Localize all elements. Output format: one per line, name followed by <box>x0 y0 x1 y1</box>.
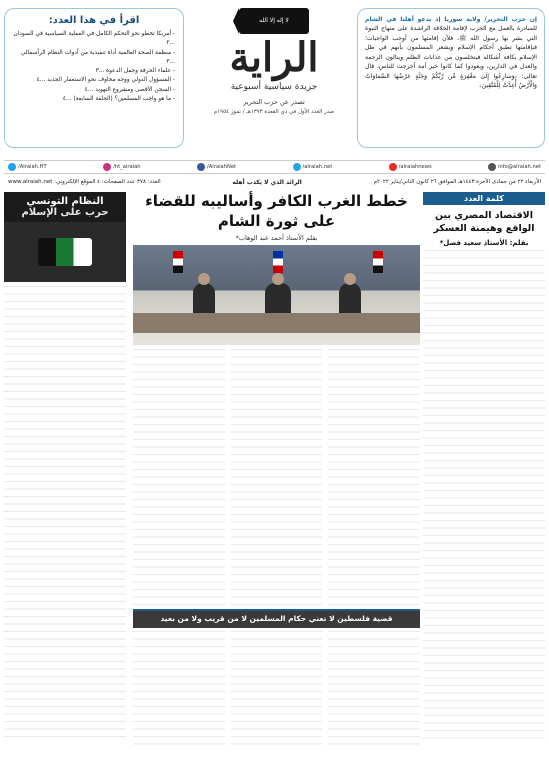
call-text: للمبادرة بالعمل مع الحزب لإقامة الخلافة الراشدة على منهاج النبوة التي بشر بها رسول الله ﷺ، فلأن إقامتها من أوجب الواجبات؛ فبإقامتها تطبق أحكام الإسلام ويشعر المسلمون بأنهم في ظل الإسلام بكافة أشكاله فيتخلصون من عذابات الظلم وينالون الرحمة والعدل في الدارين، ويعودوا كما كانوا خير أمة أخرجت للناس، قال تعالى: ﴿وَسَارِعُوا إِلَىٰ مَغْفِرَةٍ مِّن رَّبِّكُمْ وَجَنَّةٍ عَرْضُهَا السَّمَاوَاتُ وَالْأَرْضُ أُعِدَّتْ لِلْمُتَّقِينَ﴾ <box>365 25 537 90</box>
issue-info-strip <box>4 176 545 188</box>
slogan: الرائد الذي لا يكذب أهله <box>232 178 302 186</box>
logo-banner: لا إله إلا الله <box>239 8 309 34</box>
person-head <box>198 273 210 285</box>
editorial-column <box>423 192 545 754</box>
toc-item[interactable]: - منظمة الصحة العالمية أداة تنفيذية من أدوات النظام الرأسمالي ...٣ <box>20 49 175 65</box>
person-head <box>272 273 284 285</box>
social-youtube[interactable]: /alraiahnews <box>389 163 432 171</box>
editorial-body <box>423 250 545 745</box>
masthead <box>4 4 545 154</box>
toc-item[interactable]: - علماء الحرفة وجمل الدعوة ...٣ <box>95 68 175 75</box>
flag <box>173 251 183 273</box>
youtube-icon <box>389 163 397 171</box>
logo-subtitle: جريدة سياسية أسبوعية <box>230 82 318 92</box>
side-article-body <box>4 286 126 738</box>
toc-item[interactable]: - السجن الأقصى ومشروع التهويد ...٤ <box>84 86 175 93</box>
side-article-subtitle: حرب على الإسلام <box>21 207 109 218</box>
founding-date: صدر العدد الأول في ذي القعدة ١٣٧٣هـ / تموز ١٩٥٤م <box>213 109 335 115</box>
main-article-body <box>133 349 420 605</box>
toc-item[interactable]: - المسؤول الدولي ووجه مخاوف نحو الاستعمار الجديد ...٤ <box>36 77 175 84</box>
sub-article-body <box>133 631 420 746</box>
text-column <box>133 349 225 605</box>
social-telegram[interactable]: /alraiah.net <box>293 163 333 171</box>
instagram-icon <box>103 163 111 171</box>
social-facebook[interactable]: /AlraiahNet <box>197 163 236 171</box>
flag <box>373 251 383 273</box>
side-article-title: النظام التونسي <box>26 196 104 207</box>
facebook-icon <box>197 163 205 171</box>
text-column <box>231 349 323 605</box>
main-headline[interactable]: خطط الغرب الكافر وأساليبه للقضاء على ثورة الشام <box>145 192 408 230</box>
sub-article-title[interactable]: قضية فلسطين لا تعني حكام المسلمين لا من قريب ولا من بعيد <box>133 611 420 628</box>
person-head <box>344 273 356 285</box>
toc-title: اقرأ في هذا العدد: <box>48 15 140 26</box>
text-column <box>328 349 420 605</box>
conference-desk <box>133 313 420 333</box>
logo-block <box>199 8 349 148</box>
issue-date: الأربعاء ٢٢ من جمادى الآخرة ١٤٤٣هـ الموافق ٢٦ كانون الثاني/يناير ٢٠٢٢م <box>373 179 541 185</box>
call-box <box>357 8 545 148</box>
logo-title: الراية <box>229 34 319 81</box>
main-byline: بقلم الأستاذ أحمد عبد الوهاب* <box>235 234 318 242</box>
side-article-header[interactable] <box>4 192 126 222</box>
sub-article <box>133 609 420 746</box>
table-of-contents <box>4 8 184 148</box>
article-photo <box>133 245 420 345</box>
text-column <box>133 631 225 746</box>
editorial-title[interactable]: الاقتصاد المصري بين الواقع وهيمنة العسكر <box>433 210 535 235</box>
person <box>193 283 215 317</box>
section-label: كلمة العدد <box>423 192 545 205</box>
flag-badge <box>38 238 92 266</box>
side-article <box>4 192 126 754</box>
toc-item[interactable]: - أمريكا تخطو نحو التحكم الكامل في العملية السياسية في السودان ...٢ <box>13 31 175 47</box>
flag <box>273 251 283 273</box>
social-instagram[interactable]: /ht_alraiah <box>103 163 141 171</box>
side-article-image <box>4 222 126 282</box>
person <box>339 283 361 317</box>
email-icon <box>488 163 496 171</box>
toc-item[interactable]: - ما هو واجب المسلمين؟ (الحلقة السابعة) ...٤ <box>62 95 175 102</box>
publisher-line: تصدر عن حزب التحرير <box>243 98 305 106</box>
text-column <box>231 631 323 746</box>
social-twitter[interactable]: /Alraiah.HT <box>8 163 47 171</box>
main-article <box>133 192 420 754</box>
telegram-icon <box>293 163 301 171</box>
call-lead: إن حزب التحرير/ ولاية سوريا إذ يدعو أهلنا في الشام <box>365 16 537 23</box>
editorial-author: بقلم: الأستاذ سعيد فضل* <box>439 238 529 247</box>
twitter-icon <box>8 163 16 171</box>
text-column <box>328 631 420 746</box>
social-bar <box>4 160 545 174</box>
social-email[interactable]: info@alraiah.net <box>488 163 541 171</box>
issue-number: العدد: ٣٧٨ عدد الصفحات: ٤ الموقع الإلكتروني: www.alraiah.net <box>8 179 161 185</box>
person <box>265 283 291 317</box>
